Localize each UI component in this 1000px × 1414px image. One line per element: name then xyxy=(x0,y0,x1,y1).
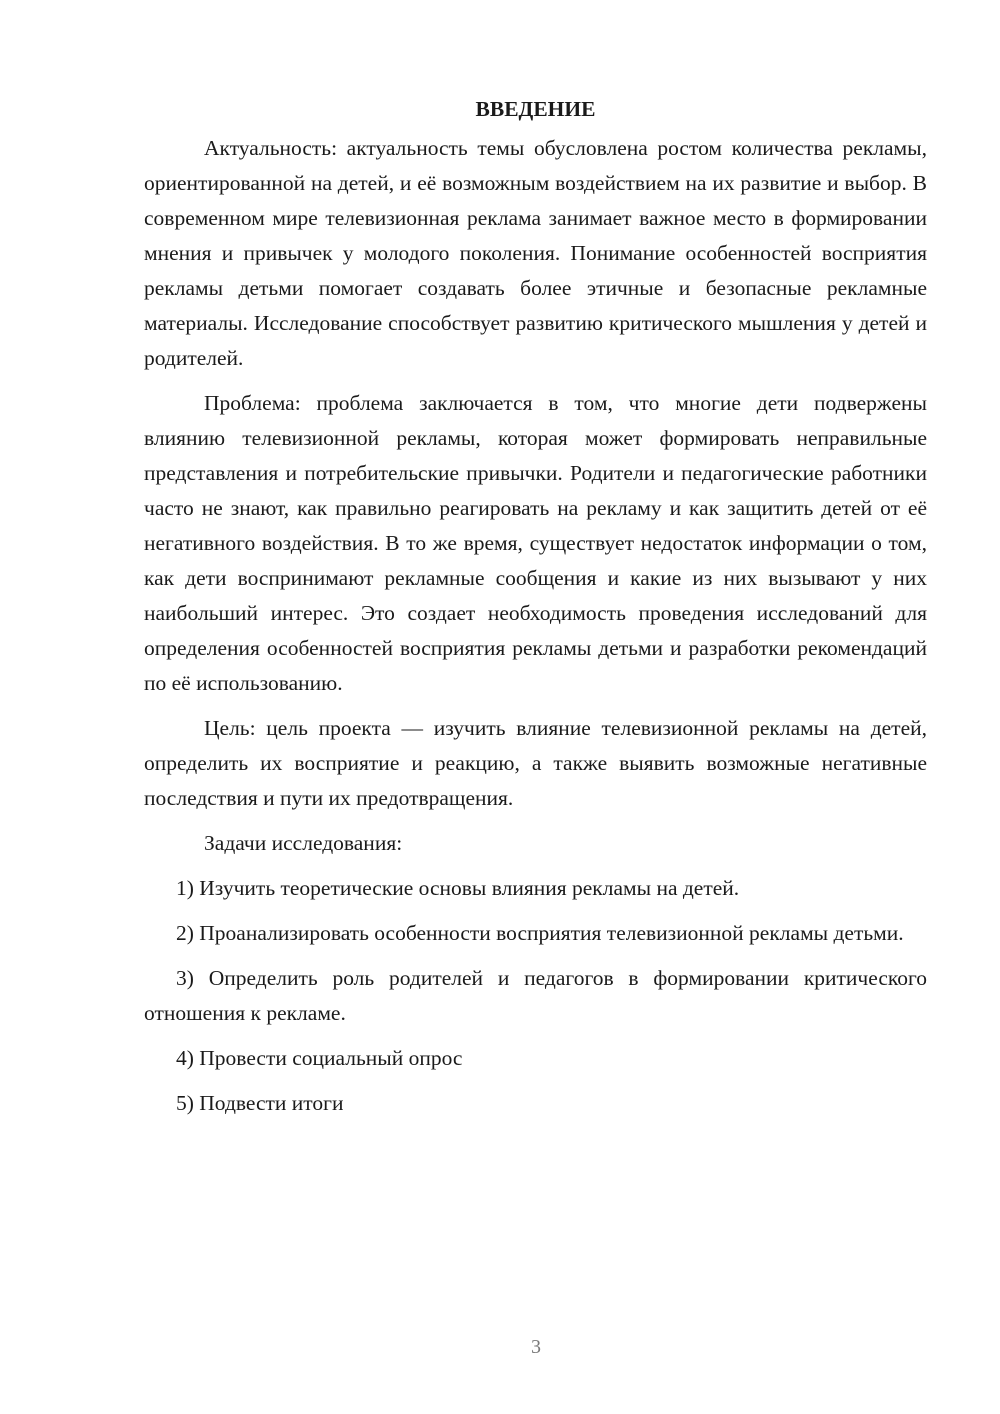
task-item: 5) Подвести итоги xyxy=(176,1091,344,1115)
paragraph-problem: Проблема: проблема заключается в том, что многие дети подвержены влиянию телевизионной рекламы, которая может формировать неправильные представления и потребительские привычки. Родители и педагогические работники часто не знают, как правильно реагировать на рекламу и как защитить детей от её негативного воздействия. В то же время, существует недостаток информации о том, как дети воспринимают рекламные сообщения и какие из них вызывают у них наибольший интерес. Это создает необходимость проведения исследований для определения особенностей восприятия рекламы детьми и разработки рекомендаций по её использованию. xyxy=(144,391,927,695)
task-item: 1) Изучить теоретические основы влияния рекламы на детей. xyxy=(176,876,740,900)
task-item: 2) Проанализировать особенности восприятия телевизионной рекламы детьми. xyxy=(176,921,904,945)
paragraph-goal: Цель: цель проекта — изучить влияние телевизионной рекламы на детей, определить их восприятие и реакцию, а также выявить возможные негативные последствия и пути их предотвращения. xyxy=(144,716,927,810)
page-content xyxy=(144,92,927,1131)
tasks-heading: Задачи исследования: xyxy=(204,831,403,855)
page-title: ВВЕДЕНИЕ xyxy=(475,97,596,121)
paragraph-relevance: Актуальность: актуальность темы обусловлена ростом количества рекламы, ориентированной на детей, и её возможным воздействием на их развитие и выбор. В современном мире телевизионная реклама занимает важное место в формировании мнения и привычек у молодого поколения. Понимание особенностей восприятия рекламы детьми помогает создавать более этичные и безопасные рекламные материалы. Исследование способствует развитию критического мышления у детей и родителей. xyxy=(144,136,927,370)
task-item: 4) Провести социальный опрос xyxy=(176,1046,463,1070)
task-item: 3) Определить роль родителей и педагогов в формировании критического отношения к рекламе. xyxy=(144,966,927,1025)
page-number: 3 xyxy=(531,1336,541,1358)
